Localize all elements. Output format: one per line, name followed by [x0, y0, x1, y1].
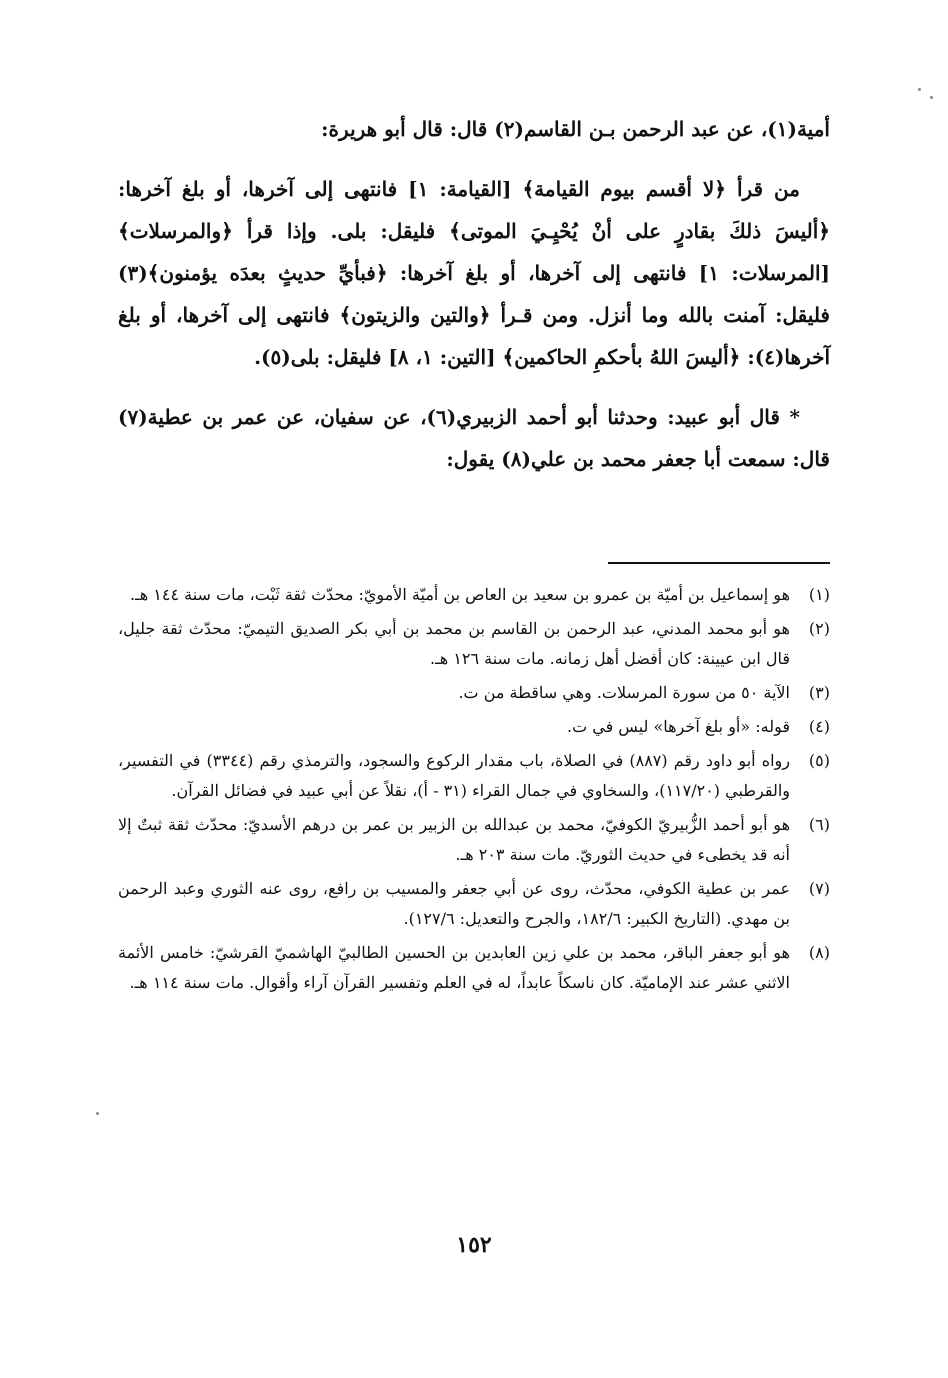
footnote-number: (٣) — [808, 683, 830, 702]
scan-speck — [96, 1112, 99, 1115]
footnote — [118, 678, 830, 708]
scan-speck — [918, 88, 921, 91]
footnote — [118, 874, 830, 934]
footnote-number: (١) — [808, 585, 830, 604]
footnote-text: قوله: «أو بلغ آخرها» ليس في ت. — [567, 717, 790, 736]
footnote-number: (٨) — [808, 943, 830, 962]
footnote-number: (٥) — [808, 751, 830, 770]
main-paragraph: * قال أبو عبيد: وحدثنا أبو أحمد الزبيري(٦)، عن سفيان، عن عمر بن عطية(٧) قال: سمعت أبا جعفر محمد بن علي(٨) يقول: — [118, 405, 830, 471]
main-paragraph: من قرأ ﴿لا أقسم بيوم القيامة﴾ [القيامة: ١] فانتهى إلى آخرها، أو بلغ آخرها: ﴿أليسَ ذلكَ بقادرٍ على أنْ يُحْيِـيَ الموتى﴾ فليقل: بلى. وإذا قرأ ﴿والمرسلات﴾ [المرسلات: ١] فانتهى إلى آخرها، أو بلغ آخرها: ﴿فبأيِّ حديثٍ بعدَه يؤمنون﴾(٣) فليقل: آمنت بالله وما أنزل. ومن قـرأ ﴿والتين والزيتون﴾ فانتهى إلى آخرها، أو بلغ آخرها(٤): ﴿أليسَ اللهُ بأحكمِ الحاكمين﴾ [التين: ١، ٨] فليقل: بلى(٥). — [118, 177, 831, 369]
footnote-number: (٤) — [808, 717, 830, 736]
footnote-number: (٦) — [808, 815, 830, 834]
footnote — [118, 810, 830, 870]
footnote — [118, 938, 830, 998]
footnote — [118, 712, 830, 742]
scan-speck — [930, 96, 933, 99]
footnote-separator — [608, 562, 830, 564]
page-number: ١٥٢ — [456, 1232, 492, 1258]
footnote — [118, 580, 830, 610]
footnote-text: هو أبو محمد المدني، عبد الرحمن بن القاسم بن محمد بن أبي بكر الصديق التيميّ: محدّث ثقة جليل، قال ابن عيينة: كان أفضل أهل زمانه. مات سنة ١٢٦ هـ. — [118, 619, 790, 668]
main-text — [118, 108, 830, 480]
main-paragraph: أمية(١)، عن عبد الرحمن بـن القاسم(٢) قال: قال أبو هريرة: — [321, 117, 830, 141]
footnote-text: هو أبو جعفر الباقر، محمد بن علي زين العابدين بن الحسين الطالبيّ الهاشميّ القرشيّ: خامس الأئمة الاثني عشر عند الإماميّة. كان ناسكاً عابداً، له في العلم وتفسير القرآن آراء وأقوال. مات سنة ١١٤ هـ. — [118, 943, 790, 992]
footnote-text: هو إسماعيل بن أميّة بن عمرو بن سعيد بن العاص بن أميّة الأمويّ: محدّث ثقة ثَبْت، مات سنة ١٤٤ هـ. — [129, 585, 790, 604]
footnote-text: الآية ٥٠ من سورة المرسلات. وهي ساقطة من ت. — [458, 683, 790, 702]
footnote-text: هو أبو أحمد الزُّبيريّ الكوفيّ، محمد بن عبدالله بن الزبير بن عمر بن درهم الأسديّ: محدّث ثقة ثبتٌ إلا أنه قد يخطىء في حديث الثوريّ. مات سنة ٢٠٣ هـ. — [118, 815, 790, 864]
footnote-text: رواه أبو داود رقم (٨٨٧) في الصلاة، باب مقدار الركوع والسجود، والترمذي رقم (٣٣٤٤) في التفسير، والقرطبي (١١٧/٢٠)، والسخاوي في جمال القراء (٣١ - أ)، نقلاً عن أبي عبيد في فضائل القرآن. — [118, 751, 790, 800]
footnote-number: (٧) — [808, 879, 830, 898]
footnote — [118, 614, 830, 674]
footnotes — [118, 580, 830, 1002]
footnote-text: عمر بن عطية الكوفي، محدّث، روى عن أبي جعفر والمسيب بن رافع، روى عنه الثوري وعبد الرحمن بن مهدي. (التاريخ الكبير: ١٨٢/٦، والجرح والتعديل: ١٢٧/٦). — [118, 879, 790, 928]
footnote — [118, 746, 830, 806]
footnote-number: (٢) — [808, 619, 830, 638]
